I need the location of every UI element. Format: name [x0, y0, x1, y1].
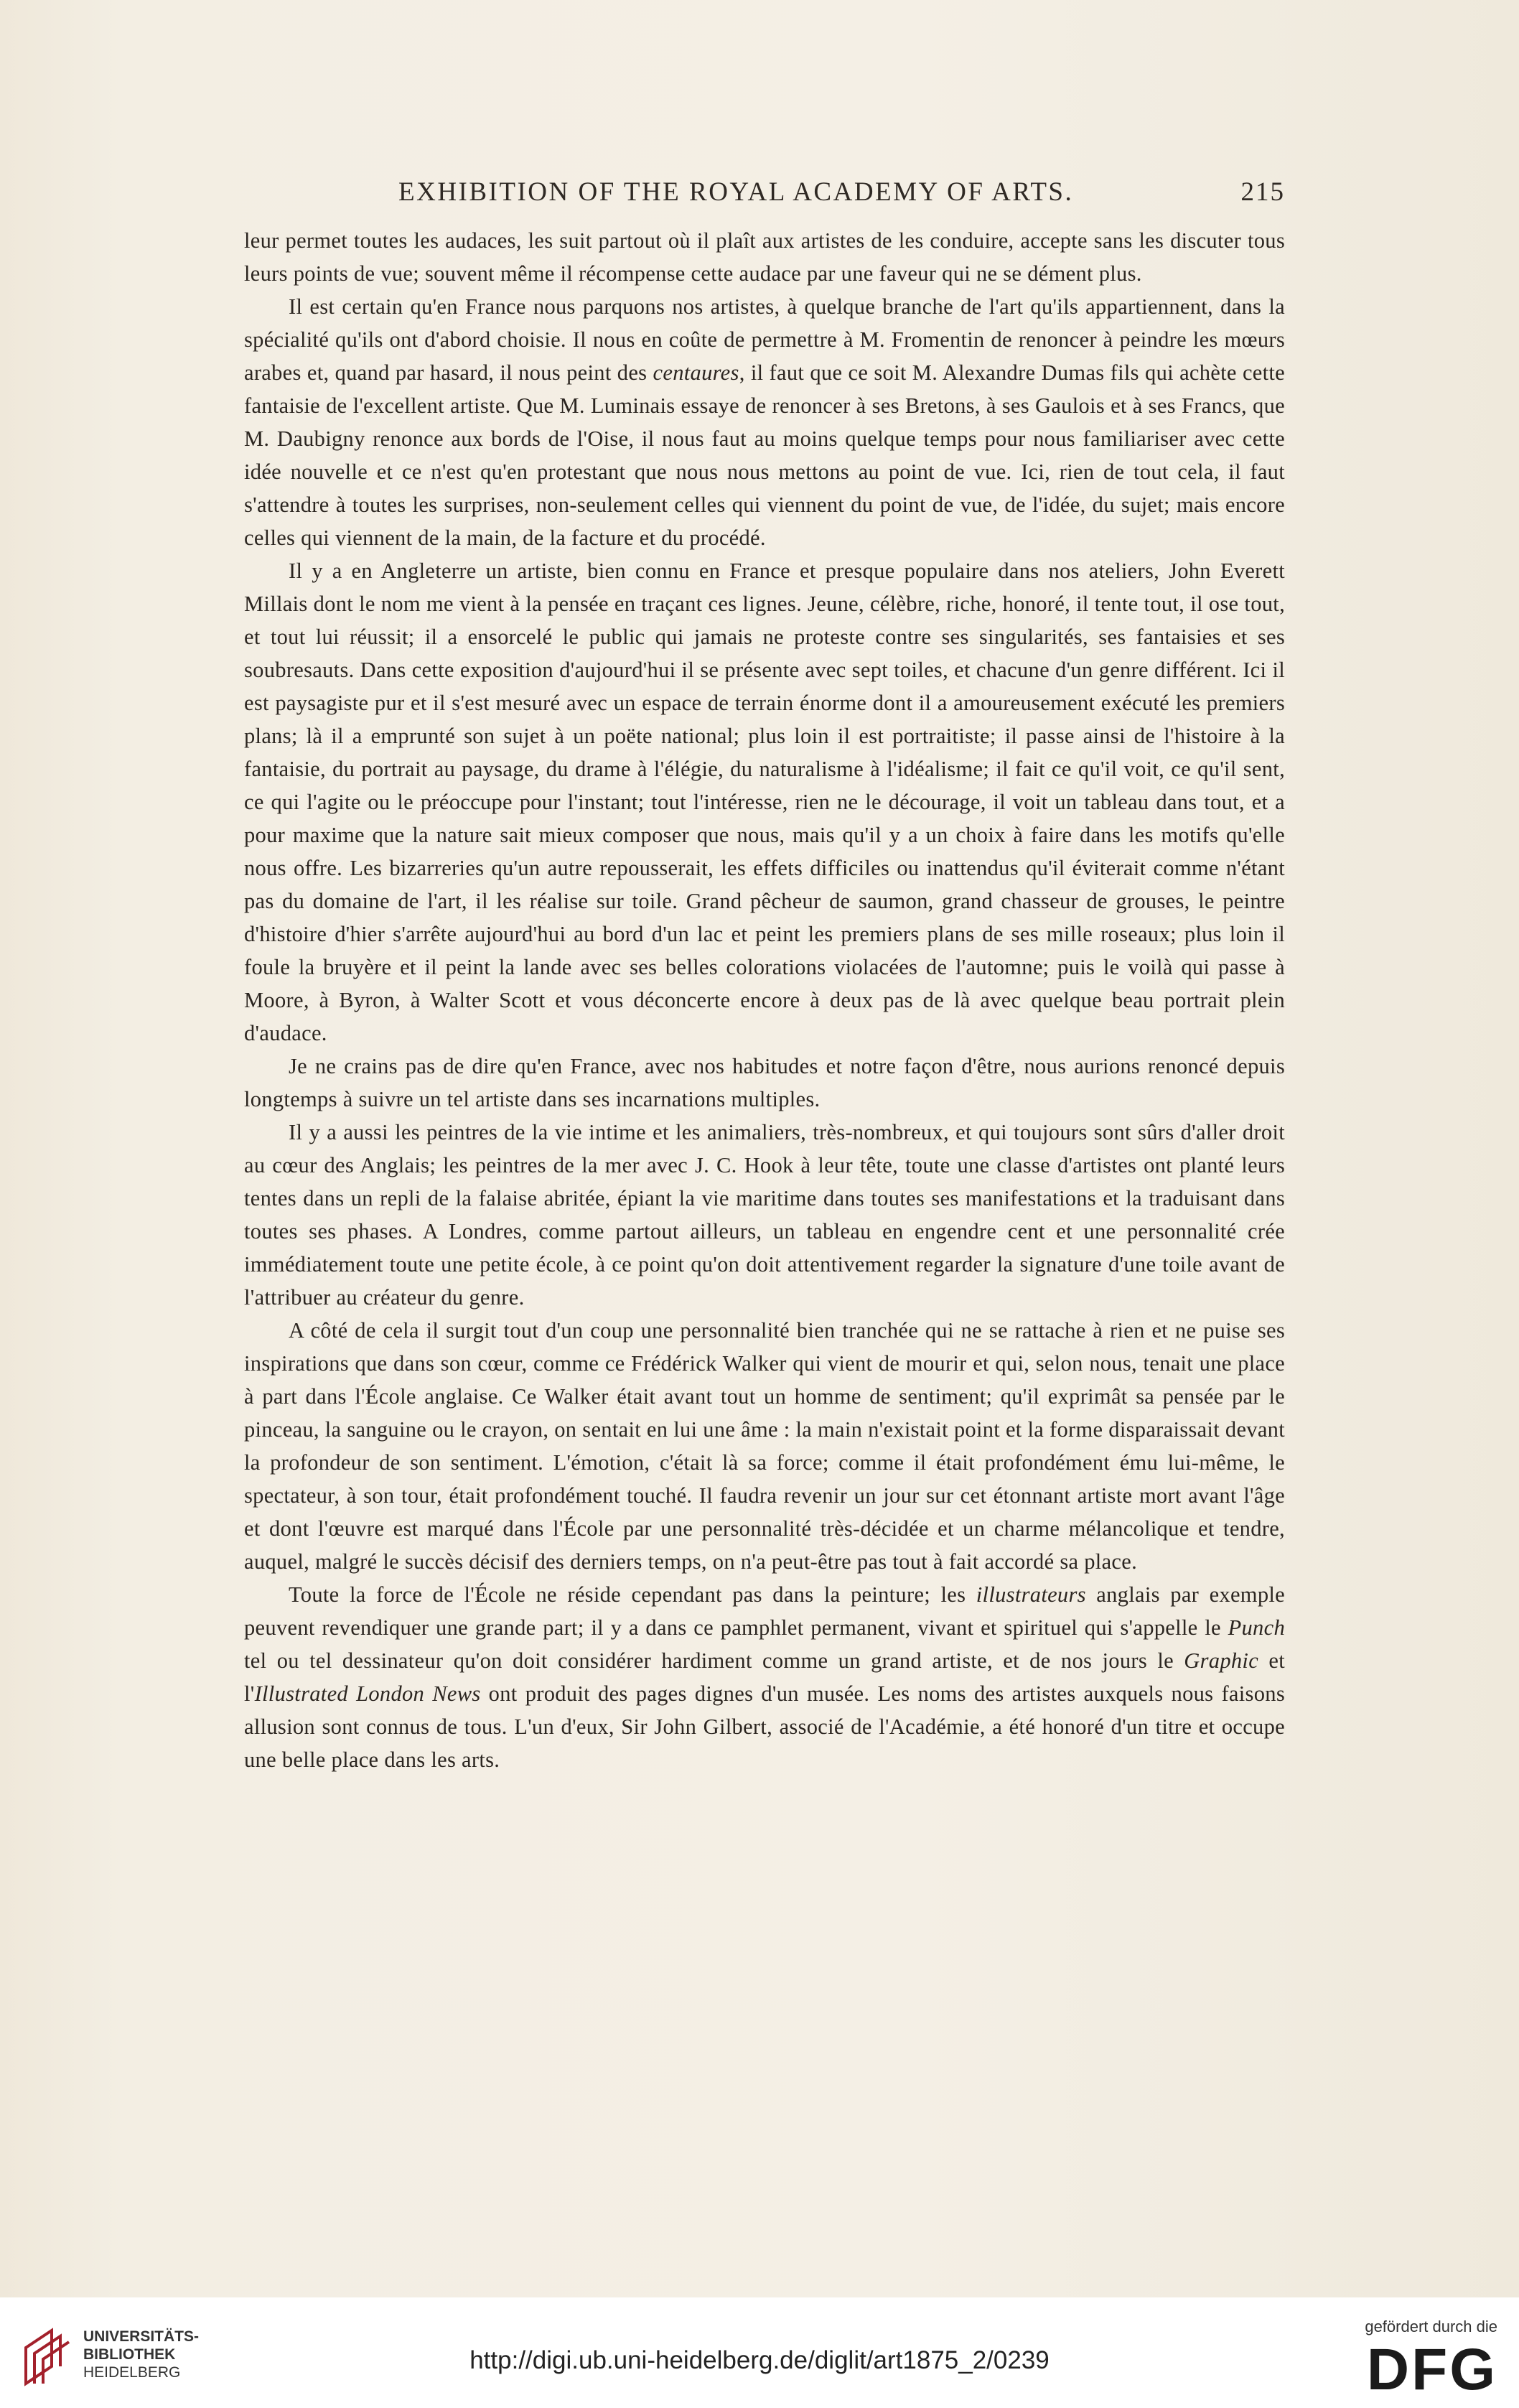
library-line: UNIVERSITÄTS- [83, 2328, 200, 2345]
paragraph-text: anglais par exemple peuvent revendiquer une grande part; il y a dans ce pamphlet permanent, vivant et spirituel qui s'appelle le [244, 1582, 1285, 1640]
paragraph-text: Toute la force de l'École ne réside cependant pas dans la peinture; les [289, 1582, 976, 1607]
body-text [244, 224, 1285, 1776]
paragraph-text: ont produit des pages dignes d'un musée. Les noms des artistes auxquels nous faisons allusion sont connus de tous. L'un d'eux, Sir John Gilbert, associé de l'Académie, a été honoré d'un titre et occupe une belle place dans les arts. [244, 1681, 1285, 1772]
italic-term: Punch [1228, 1615, 1285, 1640]
italic-term: illustrateurs [976, 1582, 1086, 1607]
funding-label: gefördert durch die [1365, 2318, 1497, 2335]
italic-term: Illustrated London News [254, 1681, 481, 1706]
paragraph: A côté de cela il surgit tout d'un coup une personnalité bien tranchée qui ne se rattache à rien et ne puise ses inspirations que dans son cœur, comme ce Frédérick Walker qui vient de mourir et qui, selon nous, tenait une place à part dans l'École anglaise. Ce Walker était avant tout un homme de sentiment; qu'il exprimât sa pensée par le pinceau, la sanguine ou le crayon, on sentait en lui une âme : la main n'existait point et la forme disparaissait devant la profondeur de son sentiment. L'émotion, c'était là sa force; comme il était profondément ému lui-même, le spectateur, à son tour, était profondément touché. Il faudra revenir un jour sur cet étonnant artiste mort avant l'âge et dont l'œuvre est marqué dans l'École par une personnalité très-décidée et un charme mélancolique et tendre, auquel, malgré le succès décisif des derniers temps, on n'a peut-être pas tout à fait accordé sa place. [244, 1318, 1285, 1574]
paragraph: leur permet toutes les audaces, les suit partout où il plaît aux artistes de les conduire, accepte sans les discuter tous leurs points de vue; souvent même il récompense cette audace par une faveur qui ne se dément plus. [244, 228, 1285, 286]
page-number: 215 [1240, 177, 1285, 207]
paragraph-last [244, 1578, 1285, 1776]
running-title: EXHIBITION OF THE ROYAL ACADEMY OF ARTS. [398, 177, 1074, 207]
paragraph: Je ne crains pas de dire qu'en France, avec nos habitudes et notre façon d'être, nous aurions renoncé depuis longtemps à suivre un tel artiste dans ses incarnations multiples. [244, 1054, 1285, 1111]
italic-term: Graphic [1184, 1648, 1259, 1673]
digitization-footer [0, 2297, 1519, 2408]
library-line: BIBLIOTHEK [83, 2346, 176, 2363]
paragraph: Il y a en Angleterre un artiste, bien connu en France et presque populaire dans nos ateliers, John Everett Millais dont le nom me vient à la pensée en traçant ces lignes. Jeune, célèbre, riche, honoré, il tente tout, il ose tout, et tout lui réussit; il a ensorcelé le public qui jamais ne proteste contre ses singularités, ses fantaisies et ses soubresauts. Dans cette exposition d'aujourd'hui il se présente avec sept toiles, et chacune d'un genre différent. Ici il est paysagiste pur et il s'est mesuré avec un espace de terrain énorme dont il a amoureusement exécuté les premiers plans; là il a emprunté son sujet à un poëte national; plus loin il est portraitiste; il passe ainsi de l'histoire à la fantaisie, du portrait au paysage, du drame à l'élégie, du naturalisme à l'idéalisme; il fait ce qu'il voit, ce qu'il sent, ce qui l'agite ou le préoccupe pour l'instant; tout l'intéresse, rien ne le décourage, il voit un tableau dans tout, et a pour maxime que la nature sait mieux composer que nous, mais qu'il y a un choix à faire dans les motifs qu'elle nous offre. Les bizarreries qu'un autre repousserait, les effets difficiles ou inattendus qu'il éviterait comme n'étant pas du domaine de l'art, il les réalise sur toile. Grand pêcheur de saumon, grand chasseur de grouses, le peintre d'histoire d'hier s'arrête aujourd'hui au bord d'un lac et peint les premiers plans de ses mille roseaux; plus loin il foule la bruyère et il peint la lande avec ses belles colorations violacées de l'automne; puis le voilà qui passe à Moore, à Byron, à Walter Scott et vous déconcerte encore à deux pas de là avec quelque beau portrait plein d'audace. [244, 559, 1285, 1045]
paragraph: Il y a aussi les peintres de la vie intime et les animaliers, très-nombreux, et qui toujours sont sûrs d'aller droit au cœur des Anglais; les peintres de la mer avec J. C. Hook à leur tête, toute une classe d'artistes ont planté leurs tentes dans un repli de la falaise abritée, épiant la vie maritime dans toutes ses manifestations et la traduisant dans toutes ses phases. A Londres, comme partout ailleurs, un tableau en engendre cent et une personnalité crée immédiatement toute une petite école, à ce point qu'on doit attentivement regarder la signature d'une toile avant de l'attribuer au créateur du genre. [244, 1120, 1285, 1310]
paragraph-text-a: Il est certain qu'en France nous parquons nos artistes, à quelque branche de l'art qu'ils appartiennent, dans la spécialité qu'ils ont d'abord choisie. Il nous en coûte de permettre à M. Fromentin de renoncer à peindre les mœurs arabes et, quand par hasard, il nous peint des [244, 294, 1285, 385]
paragraph-text: tel ou tel dessinateur qu'on doit considérer hardiment comme un grand artiste, et de nos jours le [244, 1648, 1184, 1673]
italic-term: centaures [653, 360, 739, 385]
permalink-url[interactable]: http://digi.ub.uni-heidelberg.de/diglit/art1875_2/0239 [469, 2346, 1050, 2374]
library-line: HEIDELBERG [83, 2364, 181, 2381]
dfg-logo: DFG [1366, 2337, 1497, 2402]
paragraph [244, 290, 1285, 554]
paragraph-text-b: , il faut que ce soit M. Alexandre Dumas fils qui achète cette fantaisie de l'excellent artiste. Que M. Luminais essaye de renoncer à ses Bretons, à ses Gaulois et à ses Francs, que M. Daubigny renonce aux bords de l'Oise, il nous faut au moins quelque temps pour nous familiariser avec cette idée nouvelle et ce n'est qu'en protestant que nous nous mettons au point de vue. Ici, rien de tout cela, il faut s'attendre à toutes les surprises, non-seulement celles qui viennent du point de vue, de l'idée, du sujet; mais encore celles qui viennent de la main, de la facture et du procédé. [244, 360, 1286, 550]
paragraph-text: et l' [244, 1648, 1285, 1706]
page-header [244, 177, 1285, 220]
